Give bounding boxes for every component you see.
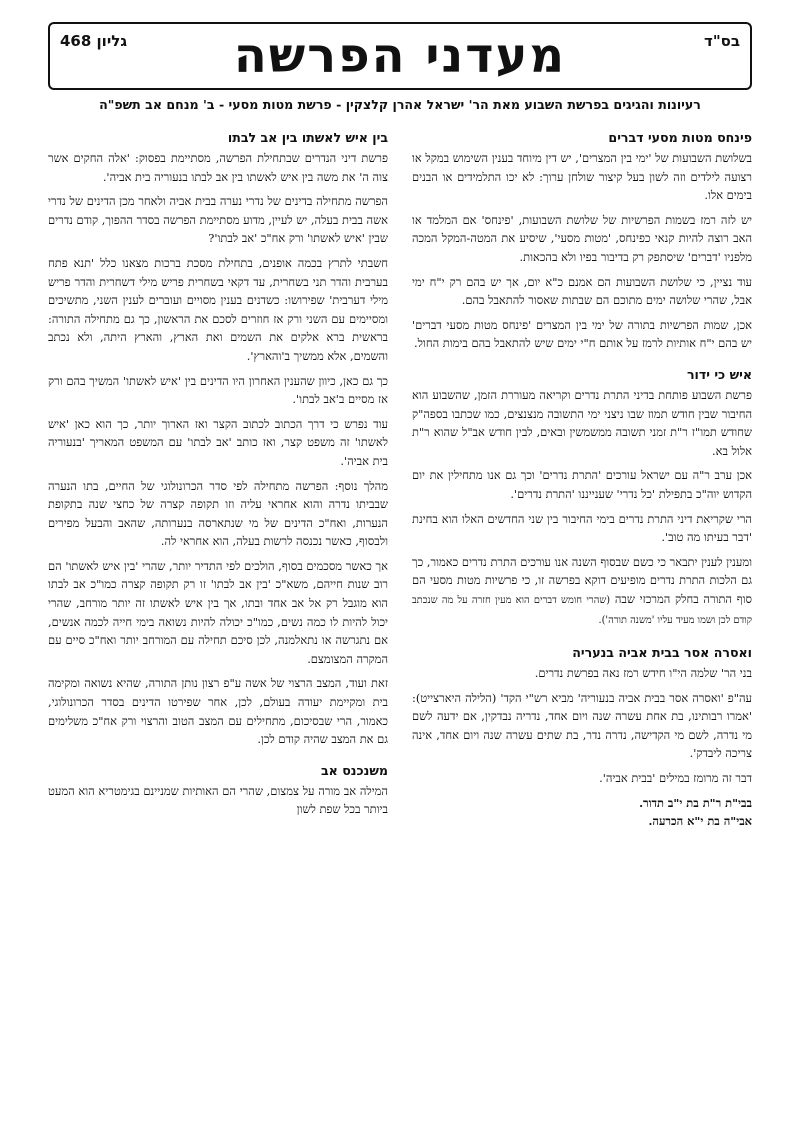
paragraph: עוד נפרש כי דרך הכתוב לכתוב הקצר ואז הארוך יותר, כך הוא כאן 'איש לאשתו' זה משפט קצר, ואז כותב 'אב לבתו' עם המשפט המאריך 'בנעוריה בית אביה'. (48, 416, 388, 468)
acronym-line: אבי"ה בת י"א הכרעה. (648, 814, 752, 829)
left-column (48, 130, 388, 837)
paragraph: כך גם כאן, כיוון שהענין האחרון היו הדינים בין 'איש לאשתו' המשיך בהם ורק אז מסיים ב'אב לבתו'. (48, 373, 388, 407)
paragraph: מהלך נוסף: הפרשה מתחילה לפי סדר הכרונולוגי של החיים, בתו הנערה שבביתו נדרה והוא אחראי עליה וזו תקופה קצרה של כחצי שנה בתקופת הנערות, ואח"כ הדינים של מי שנתארסה בנערותה, שהאב והבעל מפירים ולבסוף, כאשר נכנסה לרשות בעלה, הוא אחראי לה. (48, 478, 388, 549)
issue-number: גליון 468 (60, 32, 128, 50)
paragraph: בני הר' שלמה הי"ו חידש רמז נאה בפרשת נדרים. (534, 666, 752, 681)
paragraph: אכן ערב ר"ה עם ישראל עורכים 'התרת נדרים' וכך גם אנו מתחילין את יום הקדוש יוה"כ בתפילת 'כל נדרי' שענייננו 'התרת נדרים'. (412, 468, 752, 501)
paragraph: חשבתי לתרץ בכמה אופנים, בתחילת מסכת ברכות מצאנו כלל 'תנא פתח בערבית והדר תני בשחרית, עד דקאי בשחרית פריש מילי דשחרית והדר פריש מילי דערבית' שפירושו: כשדנים בענין מסויים ועוברים לענין השני, מתשיכים ומסיימים עם השני ורק אז חוזרים לסכם את הראשון, כך גם מתחילה התורה: בראשית ברא אלקים את השמים ואת הארץ, והארץ היתה, ולא נכתב והשמים, אלא ממשיך ב'והארץ'. (48, 255, 388, 363)
section-title: ואסרה אסר בבית אביה בנעריה (572, 645, 752, 661)
masthead (48, 22, 752, 90)
paragraph: אך כאשר מסכמים בסוף, הולכים לפי התדיר יותר, שהרי 'בין איש לאשתו' הם רוב שנות חייהם, משא"כ 'בין אב לבתו' זו רק תקופה קצרה כמו"כ אב לבתו הוא מוגבל רק אל אב אחד ובתו, אך בין איש לאשתו זה יותר מורחב, שהרי יכול להיות לו כמה נשים, כמו"כ יכולה להיות נשואה בימי חייה לכמה אנשים, אם נתגרשה או נתאלמנה, לכן סיכם תחילה עם המורחב יותר ואח"כ סיים עם המקרה המצומצם. (48, 558, 388, 666)
paragraph: עוד נציין, כי שלושת השבועות הם אמנם כ"א יום, אך יש בהם רק י"ח ימי אבל, שהרי שלושה ימים מתוכם הם שבתות שאסור להתאבל בהם. (412, 274, 752, 308)
section-title: בין איש לאשתו בין אב לבתו (227, 130, 388, 145)
paragraph: המילה אב מורה על צמצום, שהרי הם האותיות שמניינם בגימטריא הוא המעט ביותר בכל שפת לשון (48, 783, 388, 817)
paragraph: בשלושת השבועות של 'ימי בין המצרים', יש דין מיוחד בענין השימוש במקל או רצועה לילדים וזה לשון בעל קיצור שולחן ערוך: לא יכו התלמידים או הבנים בימים אלו. (412, 151, 752, 203)
paragraph: פרשת דיני הנדרים שבתחילת הפרשה, מסתיימת בפסוק: 'אלה החקים אשר צוה ה' את משה בין איש לאשתו בין אב לבתו בנעוריה בית אביה'. (48, 151, 388, 184)
paragraph: הפרשה מתחילה בדינים של נדרי נערה בבית אביה ולאחר מכן הדינים של נדרי אשה בבית בעלה, יש לעיין, מדוע מסתיימת הפרשה בסדר ההפוך, קודם נדרים שבין 'איש לאשתו' ורק אח"כ 'אב לבתו'? (48, 194, 388, 246)
newsletter-title: מעדני הפרשה (233, 28, 567, 84)
section-title: איש כי ידור (686, 366, 752, 382)
paragraph: זאת ועוד, המצב הרצוי של אשה ע"פ רצון נותן התורה, שהיא נשואה ומקימה בית ומקיימת יעודה בעולם, לכן, אחר שפירטו הדינים בסדר הכרונולוגי, כאמור, הרי שבסיכום, מתחילים עם המצב הטוב והרצוי ורק אח"כ משלימים גם את המצב שהיה קודם לכן. (48, 676, 388, 747)
article-columns (48, 130, 752, 837)
acronym-line: בבי"ת ר"ת בת י"ב תדור. (639, 795, 752, 810)
right-column (412, 130, 752, 837)
bsd-label: בס"ד (704, 32, 740, 50)
paragraph-note: (שהרי חומש דברים הוא מעין חזרה על מה שנכתב קודם לכן ושמו מעיד עליו 'משנה תורה'). (412, 594, 752, 627)
paragraph: הרי שקריאת דיני התרת נדרים בימי החיבור בין שני החדשים האלו הוא בחינת 'דבר בעיתו מה טוב'. (412, 511, 752, 545)
paragraph-text: ומענין לענין יתבאר כי כשם שבסוף השנה אנו עורכים התרת נדרים כאמור, כך גם הלכות התרת נדרים מופיעים דוקא בפרשה זו, כי פרשיות מטות מסעי הם סוף התורה בחלק המרכזי שבה (412, 554, 752, 606)
paragraph: אכן, שמות הפרשיות בתורה של ימי בין המצרים 'פינחס מטות מסעי דברים' יש בהם י"ח אותיות לרמז על אותם ח"י ימים שיש להתאבל בהם בימות החול. (412, 317, 752, 351)
paragraph: יש לזה רמז בשמות הפרשיות של שלושת השבועות, 'פינחס' אם המלמד או האב רוצה להיות קנאי כפינחס, 'מטות מסעי', שיסיע את המטה-המקל המכה מלפניו 'דברים' שיסתפק רק בדיבור בפיו ולא בהכאות. (412, 212, 752, 264)
section-title: משנכנס אב (320, 762, 388, 778)
paragraph: פרשת השבוע פותחת בדיני התרת נדרים וקריאה מעוררת הזמן, שהשבוע הוא החיבור שבין חודש תמוז שבו ניצני ימי התשובה מנצנצים, כמו שכתבו בספה"ק שחודש תמו"ז ר"ת זמני תשובה ממשמשין ובאים, לבין חודש אב"ל שהוא ר"ת אלול בא. (412, 387, 752, 458)
paragraph: דבר זה מרומז במילים 'בבית אביה'. (599, 771, 752, 786)
paragraph: עה"פ 'ואסרה אסר בבית אביה בנעוריה' מביא רש"י הקד' (הלילה היארצייט): 'אמרו רבותינו, בת אחת עשרה שנה ויום אחד, נדריה נבדקין, אם ידעה לשם מי נדרה, לשם מי הקדישה, נדרה נדר, בת שתים עשרה שנה ויום אחד, אינה צריכה ליבדק'. (412, 690, 752, 761)
section-title: פינחס מטות מסעי דברים (608, 130, 752, 145)
paragraph (412, 553, 752, 631)
newsletter-subtitle: רעיונות והגיגים בפרשת השבוע מאת הר' ישראל אהרן קלצקין - פרשת מטות מסעי - ב' מנחם אב תשפ"ה (99, 97, 701, 112)
